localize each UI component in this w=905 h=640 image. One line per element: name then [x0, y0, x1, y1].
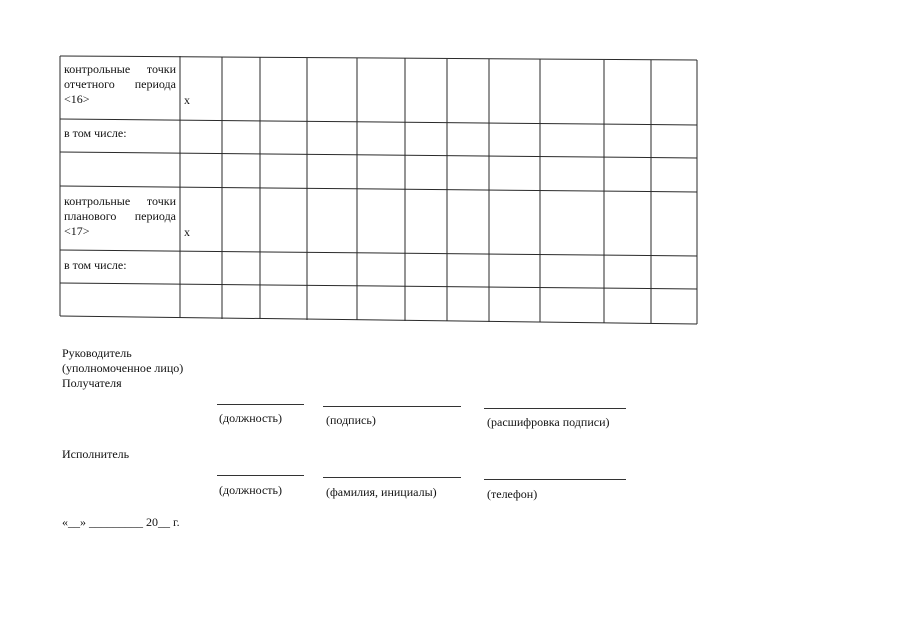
head-position-line — [217, 404, 304, 405]
grid-line-h5 — [60, 283, 697, 289]
executor-name-line — [323, 477, 461, 478]
executor-position-line — [217, 475, 304, 476]
executor-phone-line — [484, 479, 626, 480]
row-label-line: планового периода — [64, 209, 176, 223]
date-line: «__» _________ 20__ г. — [62, 515, 180, 529]
row-label-line: <17> — [64, 224, 90, 238]
row-label-including: в том числе: — [64, 126, 127, 140]
row4-x-mark: x — [184, 225, 190, 239]
head-title-line: Получателя — [62, 376, 122, 390]
row-label-line: контрольные точки — [64, 62, 176, 76]
head-name-line — [484, 408, 626, 409]
executor-name-caption: (фамилия, инициалы) — [326, 485, 437, 499]
executor-phone-caption: (телефон) — [487, 487, 538, 501]
row-label-line: <16> — [64, 92, 90, 106]
head-signature-caption: (подпись) — [326, 413, 376, 427]
grid-line-h1 — [60, 119, 697, 125]
executor-label: Исполнитель — [62, 447, 130, 461]
head-position-caption: (должность) — [219, 411, 282, 425]
row-label-line: отчетного периода — [64, 77, 176, 91]
head-signature-line — [323, 406, 461, 407]
head-name-caption: (расшифровка подписи) — [487, 415, 610, 429]
row-label-reporting-period — [64, 62, 176, 107]
grid-line-h4 — [60, 250, 697, 256]
row1-x-mark: x — [184, 93, 190, 107]
head-title-line: (уполномоченное лицо) — [62, 361, 184, 375]
row-label-planning-period — [64, 194, 176, 239]
row-label-line: контрольные точки — [64, 194, 176, 208]
grid-line-bottom — [60, 316, 697, 324]
row-label-including-2: в том числе: — [64, 258, 127, 272]
grid-line-top — [60, 56, 697, 60]
grid-line-h2 — [60, 152, 697, 158]
head-title-line: Руководитель — [62, 346, 132, 360]
grid-line-h3 — [60, 186, 697, 192]
executor-position-caption: (должность) — [219, 483, 282, 497]
head-title — [62, 346, 183, 391]
